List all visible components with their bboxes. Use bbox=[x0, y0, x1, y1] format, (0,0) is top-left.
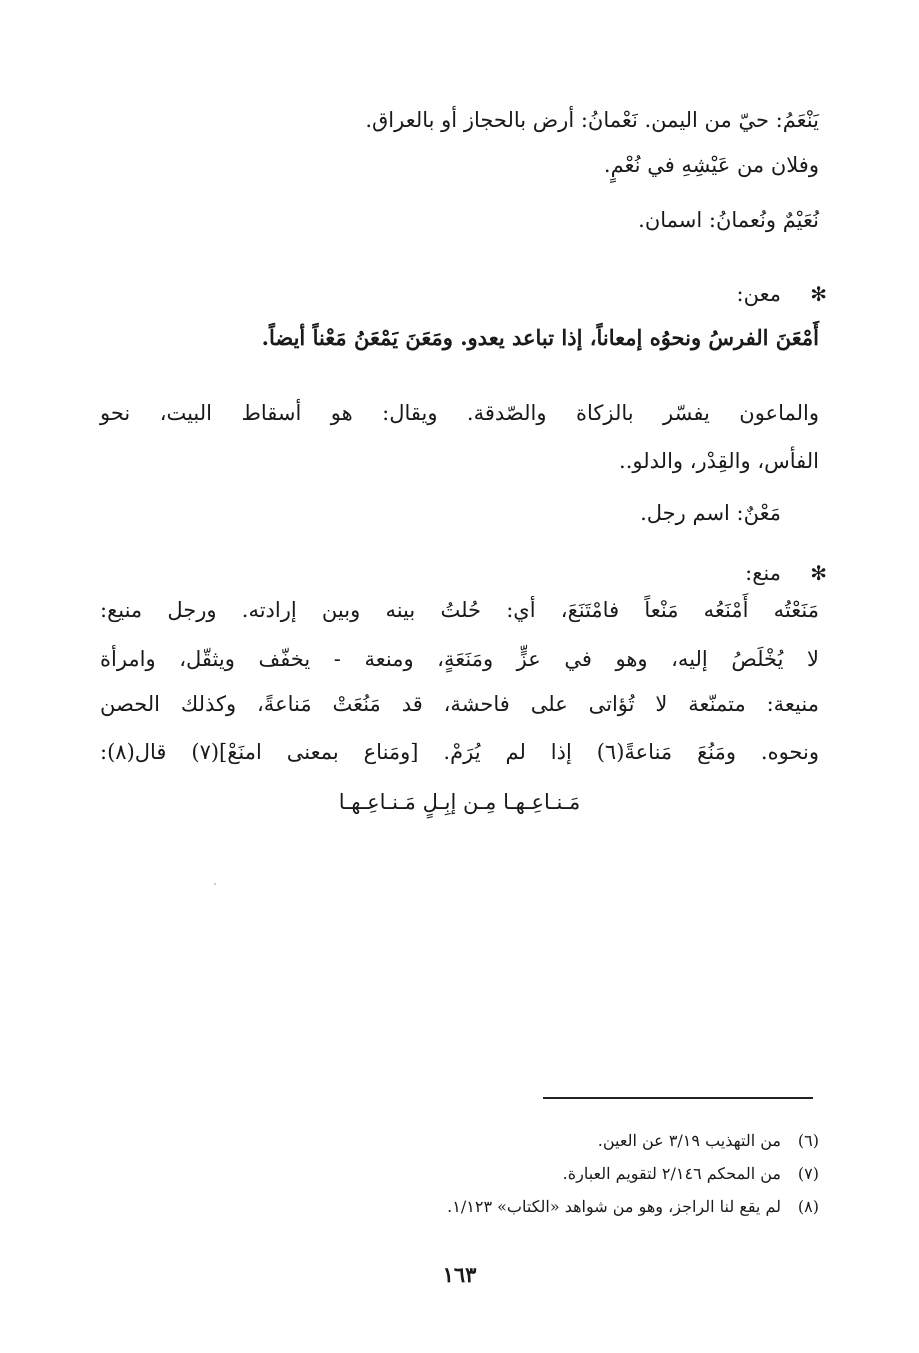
scan-speck bbox=[214, 883, 216, 885]
entry-star-icon: ✻ bbox=[810, 561, 827, 585]
poetry-verse: مَـنـاعِـهـا مِـن إبِـلٍ مَـنـاعِـهـا bbox=[338, 790, 581, 814]
footnote-number: (٧) bbox=[797, 1164, 819, 1183]
text-line: مَعْنٌ: اسم رجل. bbox=[640, 501, 781, 525]
footnote-text: من المحكم ٢/١٤٦ لتقويم العبارة. bbox=[562, 1164, 781, 1183]
text-line: يَنْعَمُ: حيّ من اليمن. نَعْمانُ: أرض بالحجاز أو بالعراق. bbox=[365, 108, 819, 132]
text-line: وفلان من عَيْشِهِ في نُعْمٍ. bbox=[603, 153, 819, 177]
footnote-divider bbox=[543, 1097, 813, 1099]
text-line: ونحوه. ومَنُعَ مَناعةً(٦) إذا لم يُرَمْ. [ومَناع بمعنى امنَعْ](٧) قال(٨): bbox=[100, 740, 819, 764]
text-line: الفأس، والقِدْر، والدلو.. bbox=[619, 449, 819, 473]
footnote-number: (٨) bbox=[797, 1197, 819, 1216]
footnote-text: من التهذيب ٣/١٩ عن العين. bbox=[597, 1131, 781, 1150]
text-line: لا يُخْلَصُ إليه، وهو في عزٍّ ومَنَعَةٍ، ومنعة - يخفّف ويثقّل، وامرأة bbox=[100, 647, 819, 671]
text-line: مَنَعْتُه أَمْنَعُه مَنْعاً فامْتَنَعَ، أي: حُلتُ بينه وبين إرادته. ورجل منيع: bbox=[100, 598, 819, 622]
entry-star-icon: ✻ bbox=[810, 282, 827, 306]
text-line: والماعون يفسّر بالزكاة والصّدقة. ويقال: هو أسقاط البيت، نحو bbox=[100, 401, 819, 425]
bold-definition-line: أَمْعَنَ الفرسُ ونحوُه إمعاناً، إذا تباعد يعدو. ومَعَنَ يَمْعَنُ مَعْناً أيضاً. bbox=[261, 325, 819, 350]
text-line: نُعَيْمٌ ونُعمانُ: اسمان. bbox=[638, 208, 819, 232]
footnote bbox=[598, 1133, 819, 1149]
footnote-text: لم يقع لنا الراجز، وهو من شواهد «الكتاب» ١/١٢٣. bbox=[447, 1197, 781, 1216]
entry-heading-maan: معن: bbox=[736, 282, 781, 306]
entry-heading-mana: منع: bbox=[745, 561, 781, 585]
footnote bbox=[447, 1199, 819, 1215]
footnote bbox=[563, 1166, 819, 1182]
footnote-number: (٦) bbox=[797, 1131, 819, 1150]
text-line: منيعة: متمنّعة لا تُؤاتى على فاحشة، قد مَنُعَتْ مَناعةً، وكذلك الحصن bbox=[100, 692, 819, 716]
page-number: ١٦٣ bbox=[442, 1262, 477, 1287]
